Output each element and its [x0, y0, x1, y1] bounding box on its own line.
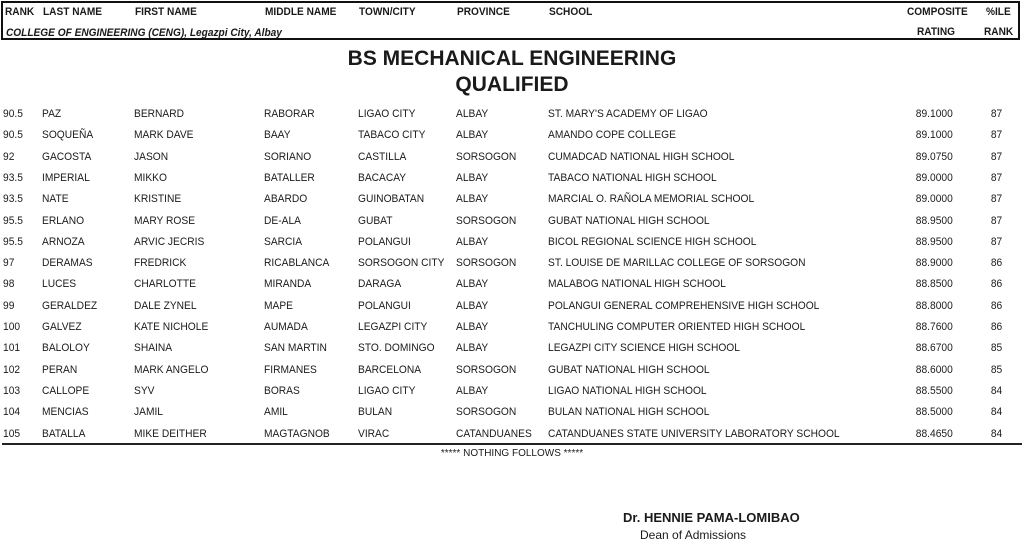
header-town: TOWN/CITY — [359, 6, 416, 18]
cell-pct: 84 — [990, 427, 1002, 440]
cell-province: ALBAY — [456, 129, 489, 142]
header-province: PROVINCE — [457, 6, 510, 18]
cell-middle: SORIANO — [264, 150, 312, 163]
cell-town: POLANGUI — [358, 235, 411, 248]
cell-first: KATE NICHOLE — [134, 321, 209, 333]
cell-school: MALABOG NATIONAL HIGH SCHOOL — [548, 278, 726, 291]
cell-rating: 88.6000 — [916, 363, 953, 376]
table-row — [0, 124, 1024, 145]
cell-province: ALBAY — [456, 278, 489, 291]
cell-school: POLANGUI GENERAL COMPREHENSIVE HIGH SCHOOL — [548, 299, 820, 312]
cell-province: SORSOGON — [456, 214, 517, 227]
table-row — [0, 316, 1024, 337]
table-row — [0, 359, 1024, 380]
cell-pct: 87 — [990, 108, 1002, 120]
cell-rank: 99 — [3, 299, 15, 312]
cell-school: GUBAT NATIONAL HIGH SCHOOL — [548, 363, 710, 376]
table-row — [0, 252, 1024, 273]
cell-pct: 87 — [990, 171, 1002, 184]
cell-middle: MAPE — [264, 299, 294, 312]
cell-last: DERAMAS — [42, 257, 93, 270]
table-row — [0, 231, 1024, 252]
table-row — [0, 295, 1024, 316]
cell-first: FREDRICK — [134, 257, 187, 270]
cell-rank: 98 — [3, 278, 15, 291]
header-rank: RANK — [5, 6, 35, 18]
cell-middle: RICABLANCA — [264, 257, 330, 270]
header-ile: %ILE — [986, 6, 1011, 18]
cell-town: BACACAY — [358, 171, 407, 184]
cell-province: SORSOGON — [456, 257, 517, 270]
cell-school: AMANDO COPE COLLEGE — [548, 129, 676, 142]
cell-rating: 89.0000 — [916, 171, 953, 184]
header-last-name: LAST NAME — [43, 6, 103, 18]
cell-first: DALE ZYNEL — [134, 299, 197, 312]
cell-first: SYV — [134, 384, 155, 397]
cell-pct: 86 — [990, 321, 1002, 333]
table-row — [0, 146, 1024, 167]
cell-pct: 84 — [990, 406, 1002, 419]
cell-rating: 88.6700 — [916, 342, 953, 355]
cell-rating: 88.4650 — [916, 427, 953, 440]
cell-province: ALBAY — [456, 171, 489, 184]
cell-pct: 87 — [990, 193, 1002, 206]
cell-first: MARK DAVE — [134, 129, 194, 142]
cell-rating: 89.0000 — [916, 193, 953, 206]
table-row — [0, 188, 1024, 209]
cell-rating: 88.9000 — [916, 257, 953, 270]
cell-last: NATE — [42, 193, 69, 206]
cell-rating: 88.5500 — [916, 384, 953, 397]
cell-school: ST. MARY'S ACADEMY OF LIGAO — [548, 108, 708, 120]
cell-school: TABACO NATIONAL HIGH SCHOOL — [548, 171, 717, 184]
signatory-title: Dean of Admissions — [640, 528, 747, 542]
cell-rank: 101 — [3, 342, 21, 355]
cell-middle: SAN MARTIN — [264, 342, 327, 355]
cell-last: IMPERIAL — [42, 171, 90, 184]
cell-last: ARNOZA — [42, 235, 85, 248]
cell-town: LIGAO CITY — [358, 108, 416, 120]
cell-province: ALBAY — [456, 235, 489, 248]
cell-province: ALBAY — [456, 193, 489, 206]
table-row — [0, 337, 1024, 358]
cell-rating: 88.8500 — [916, 278, 953, 291]
cell-middle: RABORAR — [264, 108, 315, 120]
program-title: BS MECHANICAL ENGINEERING — [347, 47, 677, 70]
cell-province: SORSOGON — [456, 363, 517, 376]
header-rating: RATING — [917, 26, 956, 38]
cell-school: LEGAZPI CITY SCIENCE HIGH SCHOOL — [548, 342, 740, 355]
cell-province: ALBAY — [456, 384, 489, 397]
cell-last: GACOSTA — [42, 150, 92, 163]
cell-school: CUMADCAD NATIONAL HIGH SCHOOL — [548, 150, 735, 163]
cell-town: SORSOGON CITY — [358, 257, 445, 270]
cell-rank: 92 — [3, 150, 15, 163]
cell-rank: 103 — [3, 384, 21, 397]
cell-town: LIGAO CITY — [358, 384, 416, 397]
cell-town: GUBAT — [358, 214, 393, 227]
cell-pct: 86 — [990, 257, 1002, 270]
cell-province: SORSOGON — [456, 406, 517, 419]
table-row — [0, 401, 1024, 422]
cell-pct: 86 — [990, 278, 1002, 291]
cell-first: MIKE DEITHER — [134, 427, 207, 440]
cell-town: DARAGA — [358, 278, 402, 291]
cell-pct: 87 — [990, 235, 1002, 248]
table-row — [0, 380, 1024, 401]
cell-last: BATALLA — [42, 427, 86, 440]
cell-rank: 93.5 — [3, 171, 23, 184]
cell-middle: AUMADA — [264, 321, 308, 333]
cell-pct: 87 — [990, 150, 1002, 163]
cell-school: CATANDUANES STATE UNIVERSITY LABORATORY SCHOOL — [548, 427, 840, 440]
cell-rank: 93.5 — [3, 193, 23, 206]
cell-pct: 87 — [990, 214, 1002, 227]
cell-first: JASON — [134, 150, 169, 163]
cell-last: LUCES — [42, 278, 77, 291]
cell-school: BICOL REGIONAL SCIENCE HIGH SCHOOL — [548, 235, 757, 248]
cell-town: TABACO CITY — [358, 129, 426, 142]
cell-town: LEGAZPI CITY — [358, 321, 428, 333]
header-composite: COMPOSITE — [907, 6, 968, 18]
cell-middle: MIRANDA — [264, 278, 312, 291]
cell-rating: 89.1000 — [916, 108, 953, 120]
cell-province: ALBAY — [456, 321, 489, 333]
cell-last: BALOLOY — [42, 342, 90, 355]
cell-last: PAZ — [42, 108, 62, 120]
cell-rating: 88.9500 — [916, 235, 953, 248]
header-first-name: FIRST NAME — [135, 6, 197, 18]
cell-school: LIGAO NATIONAL HIGH SCHOOL — [548, 384, 707, 397]
cell-town: STO. DOMINGO — [358, 342, 435, 355]
cell-rating: 88.8000 — [916, 299, 953, 312]
cell-first: KRISTINE — [134, 193, 182, 206]
cell-rank: 97 — [3, 257, 15, 270]
cell-town: BARCELONA — [358, 363, 422, 376]
table-bottom-rule — [2, 443, 1022, 445]
cell-town: CASTILLA — [358, 150, 407, 163]
header-rank-2: RANK — [984, 26, 1014, 38]
cell-school: TANCHULING COMPUTER ORIENTED HIGH SCHOOL — [548, 321, 806, 333]
cell-town: POLANGUI — [358, 299, 411, 312]
cell-pct: 85 — [990, 342, 1002, 355]
cell-rank: 95.5 — [3, 214, 23, 227]
cell-middle: AMIL — [264, 406, 288, 419]
cell-rating: 89.1000 — [916, 129, 953, 142]
cell-first: BERNARD — [134, 108, 185, 120]
table-row — [0, 210, 1024, 231]
cell-rank: 105 — [3, 427, 21, 440]
table-header — [1, 1, 1020, 40]
cell-middle: SARCIA — [264, 235, 303, 248]
cell-middle: FIRMANES — [264, 363, 317, 376]
cell-last: PERAN — [42, 363, 78, 376]
college-name: COLLEGE OF ENGINEERING (CENG), Legazpi City, Albay — [6, 27, 282, 39]
nothing-follows-note: ***** NOTHING FOLLOWS ***** — [440, 448, 584, 459]
cell-rating: 89.0750 — [916, 150, 953, 163]
cell-school: MARCIAL O. RAÑOLA MEMORIAL SCHOOL — [548, 193, 755, 206]
cell-rank: 104 — [3, 406, 21, 419]
cell-last: GERALDEZ — [42, 299, 98, 312]
cell-first: MARK ANGELO — [134, 363, 209, 376]
cell-rank: 90.5 — [3, 129, 23, 142]
cell-first: SHAINA — [134, 342, 173, 355]
cell-last: CALLOPE — [42, 384, 90, 397]
cell-middle: DE-ALA — [264, 214, 301, 227]
cell-rank: 100 — [3, 321, 21, 333]
cell-province: ALBAY — [456, 299, 489, 312]
cell-rank: 95.5 — [3, 235, 23, 248]
cell-first: MARY ROSE — [134, 214, 196, 227]
cell-middle: BATALLER — [264, 171, 315, 184]
cell-rank: 90.5 — [3, 108, 23, 120]
cell-rating: 88.5000 — [916, 406, 953, 419]
table-row — [0, 273, 1024, 294]
cell-school: GUBAT NATIONAL HIGH SCHOOL — [548, 214, 710, 227]
status-title: QUALIFIED — [455, 73, 569, 96]
cell-middle: BAAY — [264, 129, 291, 142]
cell-town: VIRAC — [358, 427, 390, 440]
cell-pct: 84 — [990, 384, 1002, 397]
signatory-name: Dr. HENNIE PAMA-LOMIBAO — [623, 510, 800, 525]
cell-pct: 85 — [990, 363, 1002, 376]
cell-town: BULAN — [358, 406, 393, 419]
cell-province: ALBAY — [456, 342, 489, 355]
header-school: SCHOOL — [549, 6, 593, 18]
header-middle-name: MIDDLE NAME — [265, 6, 337, 18]
cell-pct: 87 — [990, 129, 1002, 142]
cell-first: MIKKO — [134, 171, 167, 184]
cell-school: ST. LOUISE DE MARILLAC COLLEGE OF SORSOGON — [548, 257, 806, 270]
cell-school: BULAN NATIONAL HIGH SCHOOL — [548, 406, 710, 419]
cell-rating: 88.9500 — [916, 214, 953, 227]
cell-last: GALVEZ — [42, 321, 82, 333]
cell-middle: MAGTAGNOB — [264, 427, 330, 440]
table-row — [0, 167, 1024, 188]
cell-first: CHARLOTTE — [134, 278, 196, 291]
table-row — [0, 423, 1024, 444]
cell-pct: 86 — [990, 299, 1002, 312]
cell-last: SOQUEÑA — [42, 129, 94, 142]
cell-province: SORSOGON — [456, 150, 517, 163]
cell-rank: 102 — [3, 363, 21, 376]
cell-province: CATANDUANES — [456, 427, 532, 440]
cell-first: JAMIL — [134, 406, 164, 419]
cell-last: MENCIAS — [42, 406, 89, 419]
cell-first: ARVIC JECRIS — [134, 235, 205, 248]
cell-town: GUINOBATAN — [358, 193, 425, 206]
cell-last: ERLANO — [42, 214, 85, 227]
cell-middle: BORAS — [264, 384, 300, 397]
cell-middle: ABARDO — [264, 193, 308, 206]
cell-province: ALBAY — [456, 108, 489, 120]
cell-rating: 88.7600 — [916, 321, 953, 333]
table-row — [0, 103, 1024, 124]
